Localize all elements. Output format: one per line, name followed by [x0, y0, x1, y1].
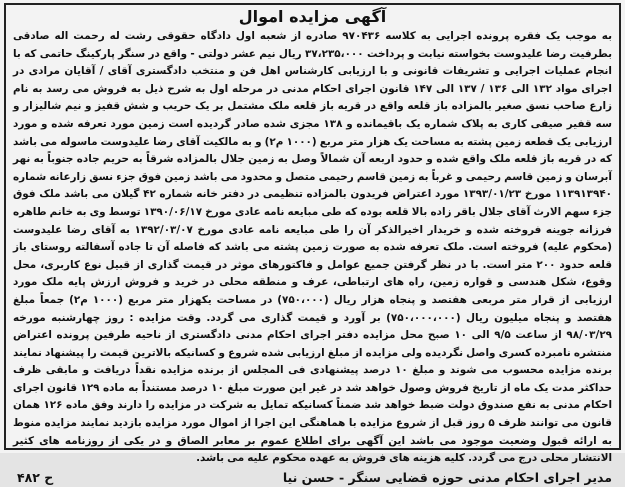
- reference-number: ح ۴۸۲: [17, 469, 54, 485]
- notice-title: آگهی مزایده اموال: [238, 7, 387, 26]
- signature-line: مدیر اجرای احکام مدنی حوزه قضایی سنگر - حسن نیا: [282, 469, 612, 485]
- notice-border-frame: [4, 3, 621, 485]
- notice-footer: [13, 469, 612, 487]
- notice-body-text: به موجب یک فقره پرونده اجرایی به کلاسه ۹۷۰۴۳۶ صادره از شعبه اول دادگاه حقوقی رشت له رحمت اله صادقی بطرفیت رضا علیدوست بخواسته نیابت و پرداخت ۳۷،۲۳۵،۰۰۰ ریال نیم عشر دولتی - واقع در سنگر پارکینگ حاتمی که با انجام عملیات اجرایی و تشریفات قانونی و با ارزیابی کارشناس اهل فن و منتخب دادگستری آقای / آقایان مرادی در اجرای مواد ۱۳۲ الی ۱۳۶ / ۱۳۷ الی ۱۴۷ قانون اجرای احکام مدنی در مرحله اول به شرح ذیل به فروش می رسد به نام زارع صاحب نسق صغیر بالمزاده باز قلعه واقع در قریه باز قلعه ملک مشتمل بر یک حریب و شش قفیز و نیم شالیزار و سه قفیر صیفی کاری به پلاک شماره یک باقیمانده و ۱۳۸ مجزی شده صادر گردیده است زمین مورد تعرفه شده و مورد ارزیابی یک قطعه زمین پشته به مساحت یک هزار متر مربع (۱۰۰۰ م۲) و به مالکیت آقای رضا علیدوست ماسوله می باشد که در قریه باز قلعه ملک واقع شده و حدود اربعه آن شمالاً وصل به زمین جلال بالمزاده شرقاً به حریم جاده جنوباً به نهر آبرسان و زمین قاسم رحیمی و غرباً به زمین قاسم رحیمی متصل و محدود می باشد زمین فوق جزء نسق زارعانه شماره ۱۱۳۹۱۳۹۴۰ مورخ ۱۳۹۳/۰۱/۲۳ مورد اعتراض فریدون بالمزاده تنظیمی در دفتر خانه شماره ۴۲ گیلان می باشد ملک فوق جزء سهم الارث آقای جلال باقر زاده بالا قلعه بوده که طی مبایعه نامه عادی مورخ ۱۳۹۰/۰۶/۱۷ توسط وی به خانم طاهره فرزانه جوینه فروخته شده و خریدار اخیرالذکر آن را طی مبایعه نامه عادی مورخ ۱۳۹۲/۰۳/۰۷ به آقای رضا علیدوست (محکوم علیه) فروخته است. ملک تعرفه شده به صورت زمین پشته می باشد که فاصله آن تا جاده آسفالته روستای باز قلعه حدود ۲۰۰ متر است. با در نظر گرفتن جمیع عوامل و فاکتورهای موثر در قیمت گذاری از قبیل نوع کاربری، محل وقوع، شکل هندسی و قواره زمین، راه های ارتباطی، عرف و منطقه محلی در خرید و فروش ارزش پایه ملک مورد ارزیابی از قرار متر مربعی هفتصد و پنجاه هزار ریال (۷۵۰،۰۰۰) در مساحت یکهزار متر مربع (۱۰۰۰ م۲) جمعاً مبلغ هفتصد و پنجاه میلیون ریال (۷۵۰،۰۰۰،۰۰۰) بر آورد و قیمت گذاری می گردد. وقت مزایده : روز چهارشنبه مورخه ۹۸/۰۳/۲۹ از ساعت ۹/۵ الی ۱۰ صبح محل مزایده دفتر اجرای احکام مدنی دادگستری از ناحیه طرفین پرونده اعتراض منتشره نامبرده کسری واصل نگردیده ولی مزایده از مبلغ ارزیابی شده شروع و کسانیکه بالاترین قیمت را پیشنهاد نمایند برنده مزایده محسوب می شوند و مبلغ ۱۰ درصد پیشنهادی فی المجلس از برنده مزایده نقداً دریافت و مابقی ظرف حداکثر مدت یک ماه از تاریخ فروش وصول خواهد شد در غیر این صورت مبلغ ۱۰ درصد مستنداً به ماده ۱۲۹ قانون اجرای احکام مدنی به نفع صندوق دولت ضبط خواهد شد ضمناً کسانیکه تمایل به شرکت در مزایده را دارند وفق ماده ۱۲۶ همان قانون می توانند ظرف ۵ روز قبل از شروع مزایده با هماهنگی این اجرا از اموال مورد مزایده بازدید نمایند مزایده منوط به ارائه قبول وضعیت موجود می باشد این آگهی برای اطلاع عموم بر معابر الصاق و در یکی از روزنامه های کثیر الانتشار محلی درج می گردد. کلیه هزینه های فروش به عهده محکوم علیه می باشد.: [13, 30, 613, 465]
